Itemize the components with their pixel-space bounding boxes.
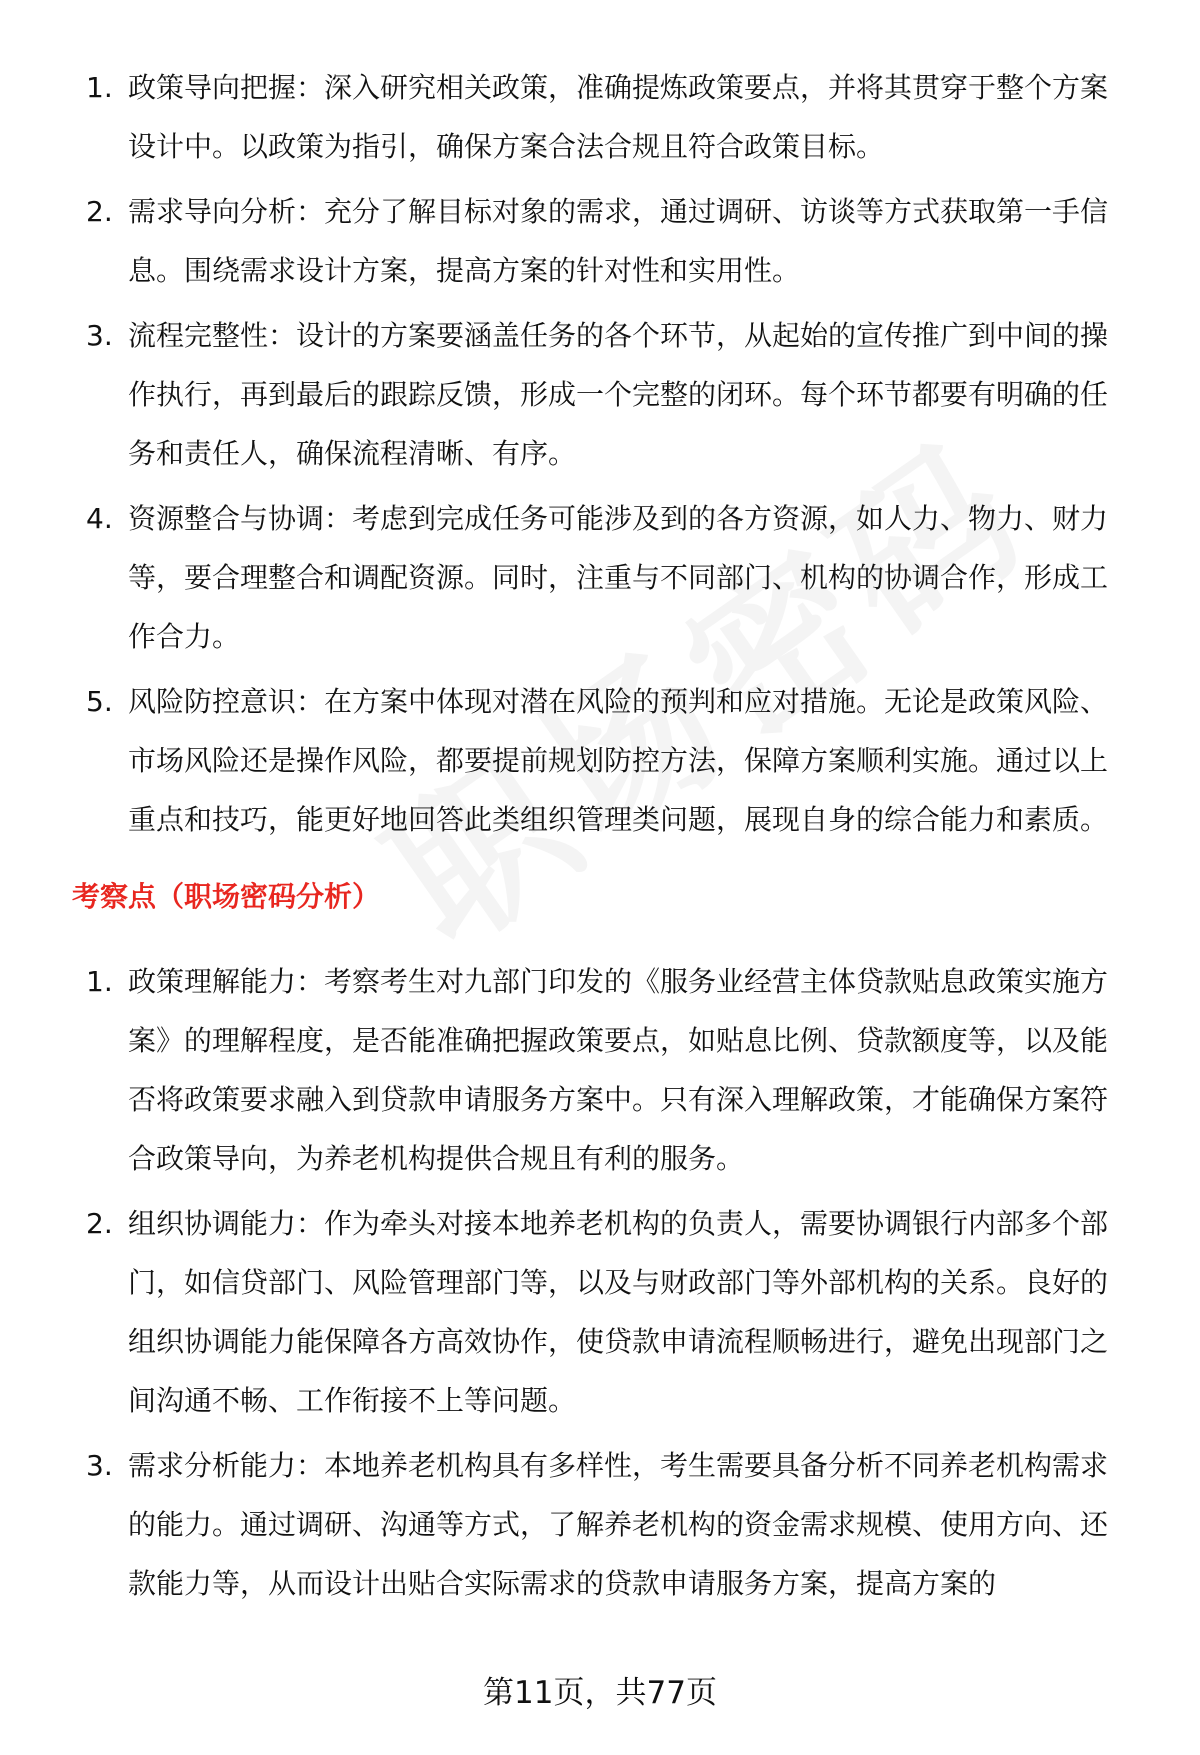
list-item-text: 风险防控意识：在方案中体现对潜在风险的预判和应对措施。无论是政策风险、市场风险还是操作风险，都要提前规划防控方法，保障方案顺利实施。通过以上重点和技巧，能更好地回答此类组织管理类问题，展现自身的综合能力和素质。 [128, 685, 1109, 836]
list-item-number: 1. [86, 71, 113, 104]
list-item-number: 5. [86, 685, 113, 718]
list-item [0, 1436, 1200, 1613]
document-body [0, 58, 1200, 1619]
list-item-text: 需求分析能力：本地养老机构具有多样性，考生需要具备分析不同养老机构需求的能力。通过调研、沟通等方式，了解养老机构的资金需求规模、使用方向、还款能力等，从而设计出贴合实际需求的贷款申请服务方案，提高方案的 [128, 1449, 1109, 1600]
section-heading: 考察点（职场密码分析） [72, 880, 381, 913]
list-item-number: 3. [86, 319, 113, 352]
list-item-text: 需求导向分析：充分了解目标对象的需求，通过调研、访谈等方式获取第一手信息。围绕需求设计方案，提高方案的针对性和实用性。 [128, 195, 1109, 287]
list-item [0, 1194, 1200, 1430]
list-item-text: 资源整合与协调：考虑到完成任务可能涉及到的各方资源，如人力、物力、财力等，要合理整合和调配资源。同时，注重与不同部门、机构的协调合作，形成工作合力。 [128, 502, 1109, 653]
list-item-number: 3. [86, 1449, 113, 1482]
list-item-text: 流程完整性：设计的方案要涵盖任务的各个环节，从起始的宣传推广到中间的操作执行，再到最后的跟踪反馈，形成一个完整的闭环。每个环节都要有明确的任务和责任人，确保流程清晰、有序。 [128, 319, 1109, 470]
list-item-text: 组织协调能力：作为牵头对接本地养老机构的负责人，需要协调银行内部多个部门，如信贷部门、风险管理部门等，以及与财政部门等外部机构的关系。良好的组织协调能力能保障各方高效协作，使贷款申请流程顺畅进行，避免出现部门之间沟通不畅、工作衔接不上等问题。 [128, 1207, 1109, 1417]
list-item [0, 672, 1200, 849]
list-item-text: 政策理解能力：考察考生对九部门印发的《服务业经营主体贷款贴息政策实施方案》的理解程度，是否能准确把握政策要点，如贴息比例、贷款额度等，以及能否将政策要求融入到贷款申请服务方案中。只有深入理解政策，才能确保方案符合政策导向，为养老机构提供合规且有利的服务。 [128, 965, 1109, 1175]
page-number: 第11页，共77页 [483, 1675, 717, 1711]
list-item [0, 306, 1200, 483]
assessment-list [0, 952, 1200, 1613]
list-item [0, 489, 1200, 666]
list-item-number: 1. [86, 965, 113, 998]
list-item-number: 2. [86, 195, 113, 228]
list-item-text: 政策导向把握：深入研究相关政策，准确提炼政策要点，并将其贯穿于整个方案设计中。以政策为指引，确保方案合法合规且符合政策目标。 [128, 71, 1109, 163]
tips-list [0, 58, 1200, 849]
list-item-number: 2. [86, 1207, 113, 1240]
list-item [0, 952, 1200, 1188]
list-item [0, 182, 1200, 300]
list-item [0, 58, 1200, 176]
list-item-number: 4. [86, 502, 113, 535]
